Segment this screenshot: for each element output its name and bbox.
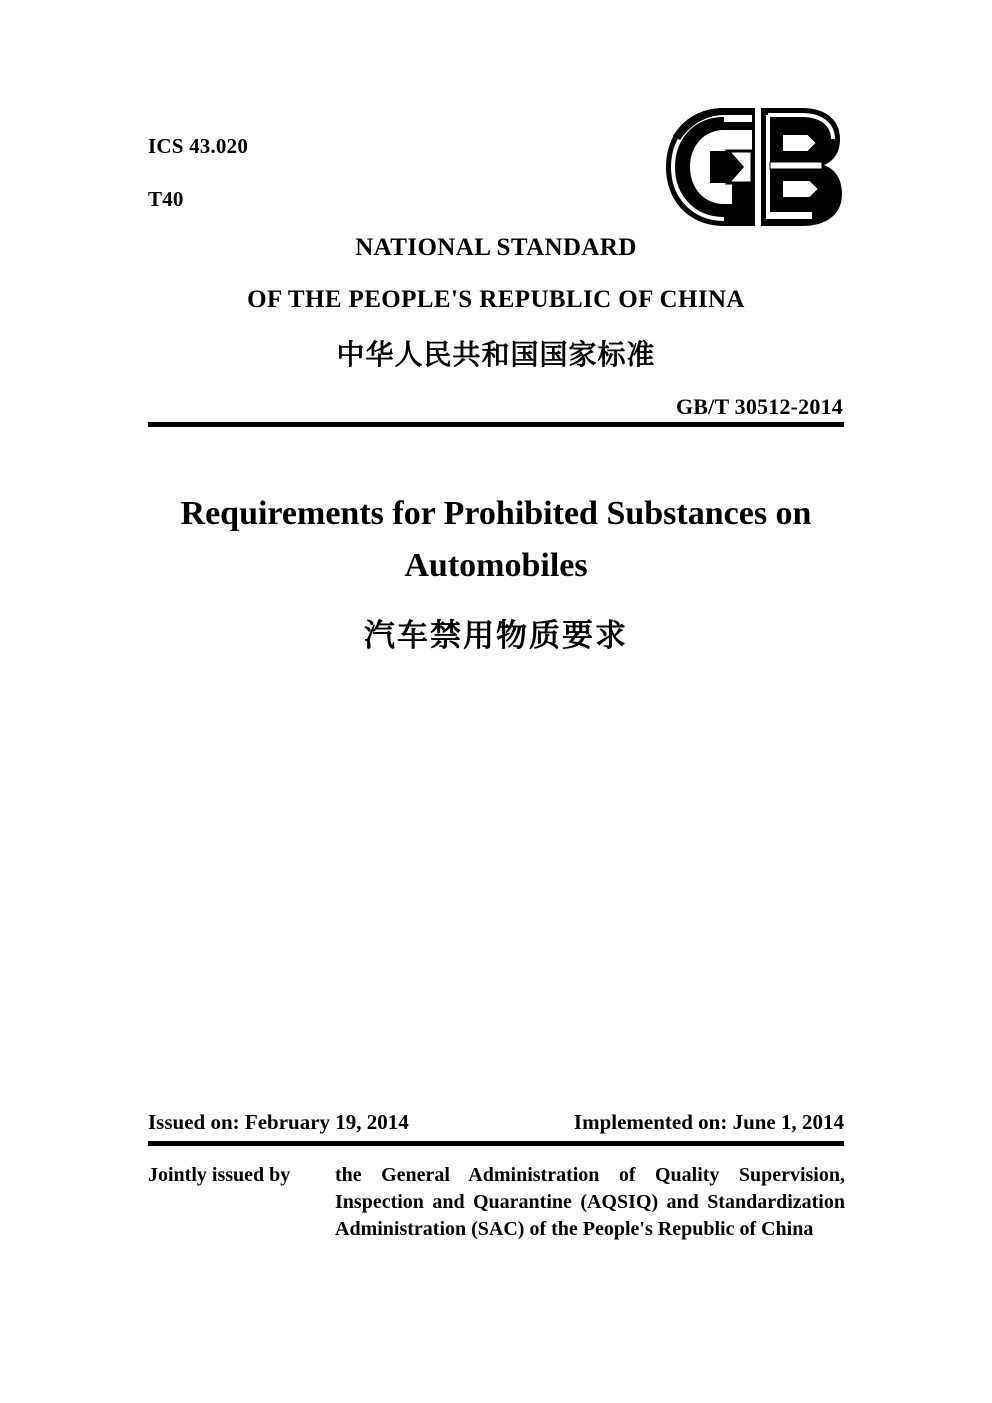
issuing-authority-block xyxy=(148,1162,845,1243)
classification-code: T40 xyxy=(148,187,184,211)
dates-row xyxy=(148,1110,844,1135)
issued-date: Issued on: February 19, 2014 xyxy=(148,1110,409,1134)
footer-divider-rule xyxy=(148,1141,844,1146)
document-title-english: Requirements for Prohibited Substances on Automobiles xyxy=(180,495,812,584)
heading-national-standard: NATIONAL STANDARD xyxy=(355,234,637,261)
heading-peoples-republic-of-china: OF THE PEOPLE'S REPUBLIC OF CHINA xyxy=(247,286,745,313)
implemented-date: Implemented on: June 1, 2014 xyxy=(573,1110,844,1134)
ics-code: ICS 43.020 xyxy=(148,134,249,158)
heading-chinese-national-standard: 中华人民共和国国家标准 xyxy=(336,338,656,371)
issuing-authority-text: the General Administration of Quality Supervision, Inspection and Quarantine (AQSIQ) and Standardization Administration (SAC) of the People's Republic of China xyxy=(335,1164,845,1240)
standard-number: GB/T 30512-2014 xyxy=(675,394,843,419)
header-divider-rule xyxy=(148,422,844,427)
issuing-authority-label: Jointly issued by xyxy=(148,1164,291,1186)
document-title-chinese: 汽车禁用物质要求 xyxy=(364,618,628,654)
gb-national-standard-logo-icon xyxy=(662,106,844,228)
